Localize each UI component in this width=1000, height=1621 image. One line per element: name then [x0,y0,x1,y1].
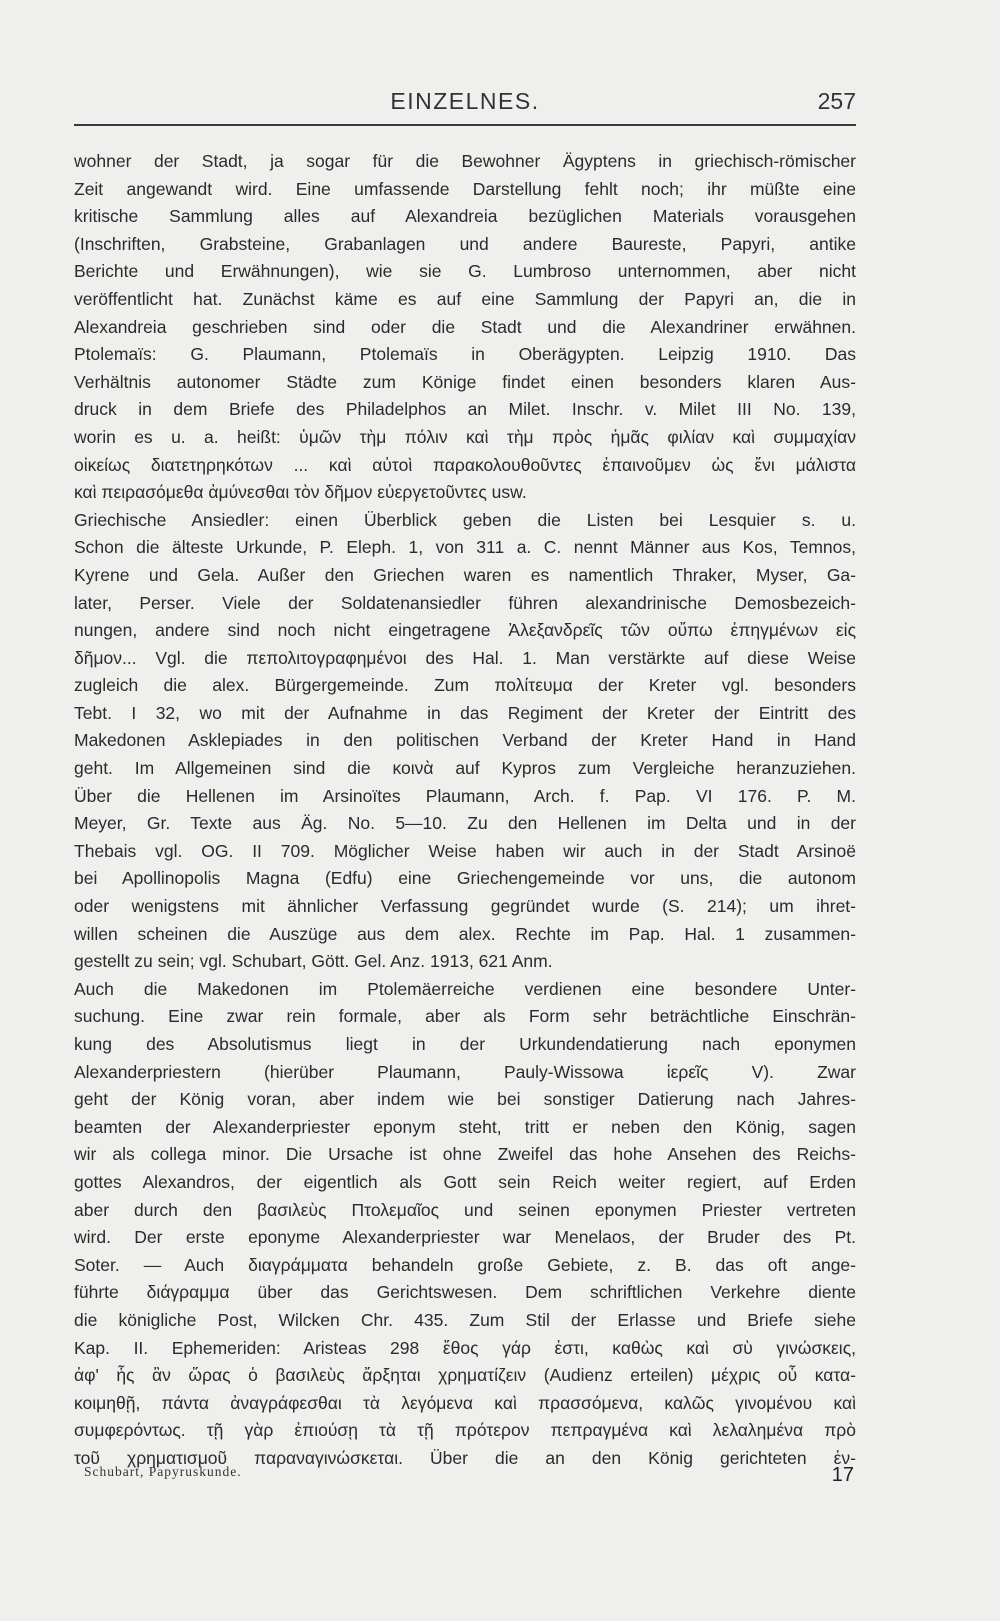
text-line: οἰκείως διατετηρηκότων ... καὶ αὐτοὶ παρακολουθοῦντες ἐπαινοῦμεν ὡς ἔνι μάλιστα [74,454,856,475]
text-line: δῆμον... Vgl. die πεπολιτογραφημένοι des Hal. 1. Man verstärkte auf diese Weise [74,647,856,668]
text-line: Makedonen Asklepiades in den politischen Verband der Kreter Hand in Hand [74,730,856,751]
text-line: wohner der Stadt, ja sogar für die Bewohner Ägyptens in griechisch-römischer [74,151,856,171]
text-line: gottes Alexandros, der eigentlich als Gott sein Reich weiter regiert, auf Erden [74,1171,856,1192]
text-line: later, Perser. Viele der Soldatenansiedler führen alexandrinische Demosbezeich- [74,592,856,613]
text-line: Alexandreia geschrieben sind oder die Stadt und die Alexandriner erwähnen. [74,316,856,337]
text-line: bei Apollinopolis Magna (Edfu) eine Griechengemeinde vor uns, die autonom [74,868,856,889]
text-line: κοιμηθῇ, πάντα ἀναγράφεσθαι τὰ λεγόμενα καὶ πρασσόμενα, καλῶς γινομένου καὶ [74,1392,856,1413]
text-line: führte διάγραμμα über das Gerichtswesen. Dem schriftlichen Verkehre diente [74,1282,856,1303]
text-line: suchung. Eine zwar rein formale, aber als Form sehr beträchtliche Einschrän- [74,1006,856,1027]
text-line: Verhältnis autonomer Städte zum Könige findet einen besonders klaren Aus- [74,371,856,392]
footer-source: Schubart, Papyruskunde. [84,1464,242,1479]
text-line: veröffentlicht hat. Zunächst käme es auf eine Sammlung der Papyri an, die in [74,288,856,309]
text-line: zugleich die alex. Bürgergemeinde. Zum πολίτευμα der Kreter vgl. besonders [74,675,856,696]
text-line: συμφερόντως. τῇ γὰρ ἐπιούσῃ τὰ τῇ πρότερον πεπραγμένα καὶ λελαλημένα πρὸ [74,1420,856,1441]
text-line: oder wenigstens mit ähnlicher Verfassung gegründet wurde (S. 214); um ihret- [74,896,856,917]
text-line: Meyer, Gr. Texte aus Äg. No. 5—10. Zu den Hellenen im Delta und in der [74,813,856,834]
text-line: Über die Hellenen im Arsinoïtes Plaumann, Arch. f. Pap. VI 176. P. M. [74,785,856,806]
text-line: wir als collega minor. Die Ursache ist ohne Zweifel das hohe Ansehen des Reichs- [74,1144,856,1165]
page-footer [84,1464,854,1494]
text-line: Tebt. I 32, wo mit der Aufnahme in das Regiment der Kreter der Eintritt des [74,702,856,723]
running-head [74,88,856,122]
text-line: Kap. II. Ephemeriden: Aristeas 298 ἔθος γάρ ἐστι, καθὼς καὶ σὺ γινώσκεις, [74,1337,856,1358]
text-line: τοῦ χρηματισμοῦ παραναγινώσκεται. Über die an den König gerichteten ἐν- [74,1447,856,1468]
text-line: geht. Im Allgemeinen sind die κοινὰ auf Kypros zum Vergleiche heranzuziehen. [74,758,856,779]
text-line: καὶ πειρασόμεθα ἀμύνεσθαι τὸν δῆμον εὐεργετοῦντες usw. [74,482,527,503]
text-line: (Inschriften, Grabsteine, Grabanlagen und andere Baureste, Papyri, antike [74,233,856,254]
text-line: wird. Der erste eponyme Alexanderpriester war Menelaos, der Bruder des Pt. [74,1227,856,1248]
text-line: aber durch den βασιλεὺς Πτολεμαῖος und seinen eponymen Priester vertreten [74,1199,856,1220]
text-line: Kyrene und Gela. Außer den Griechen waren es namentlich Thraker, Myser, Ga- [74,564,856,585]
text-line: Schon die älteste Urkunde, P. Eleph. 1, von 311 a. C. nennt Männer aus Kos, Temnos, [74,537,856,558]
text-line: Ptolemaïs: G. Plaumann, Ptolemaïs in Oberägypten. Leipzig 1910. Das [74,344,856,365]
text-line: beamten der Alexanderpriester eponym steht, tritt er neben den König, sagen [74,1116,856,1137]
text-line: Griechische Ansiedler: einen Überblick geben die Listen bei Lesquier s. u. [74,509,856,530]
sheet-signature: 17 [831,1464,854,1486]
text-line: druck in dem Briefe des Philadelphos an Milet. Inschr. v. Milet III No. 139, [74,399,856,420]
text-line: die königliche Post, Wilcken Chr. 435. Zum Stil der Erlasse und Briefe siehe [74,1309,856,1330]
text-line: Berichte und Erwähnungen), wie sie G. Lumbroso unternommen, aber nicht [74,261,856,282]
text-line: nungen, andere sind noch nicht eingetragene Ἀλεξανδρεῖς τῶν οὔπω ἐπηγμένων εἰς [74,620,856,641]
body-text [74,148,856,1473]
text-line: Zeit angewandt wird. Eine umfassende Darstellung fehlt noch; ihr müßte eine [74,178,856,199]
text-line: kung des Absolutismus liegt in der Urkundendatierung nach eponymen [74,1034,856,1054]
text-line: gestellt zu sein; vgl. Schubart, Gött. Gel. Anz. 1913, 621 Anm. [74,951,553,972]
running-head-title: EINZELNES. [390,88,540,114]
text-line: Soter. — Auch διαγράμματα behandeln große Gebiete, z. B. das oft ange- [74,1254,856,1275]
text-line: kritische Sammlung alles auf Alexandreia bezüglichen Materials vorausgehen [74,206,856,227]
text-line: worin es u. a. heißt: ὑμῶν τὴμ πόλιν καὶ τὴμ πρὸς ἡμᾶς φιλίαν καὶ συμμαχίαν [74,426,856,447]
text-line: geht der König voran, aber indem wie bei sonstiger Datierung nach Jahres- [74,1089,856,1110]
text-line: ἀφ' ἧς ἂν ὥρας ὁ βασιλεὺς ἄρξηται χρηματίζειν (Audienz erteilen) μέχρις οὗ κατα- [74,1365,856,1386]
page-number: 257 [817,88,856,114]
text-line: Thebais vgl. OG. II 709. Möglicher Weise haben wir auch in der Stadt Arsinoë [74,840,856,861]
text-line: Alexanderpriestern (hierüber Plaumann, Pauly-Wissowa ἱερεῖς V). Zwar [74,1061,856,1082]
text-line: Auch die Makedonen im Ptolemäerreiche verdienen eine besondere Unter- [74,978,856,999]
text-line: willen scheinen die Auszüge aus dem alex. Rechte im Pap. Hal. 1 zusammen- [74,923,856,944]
header-rule [74,124,856,126]
